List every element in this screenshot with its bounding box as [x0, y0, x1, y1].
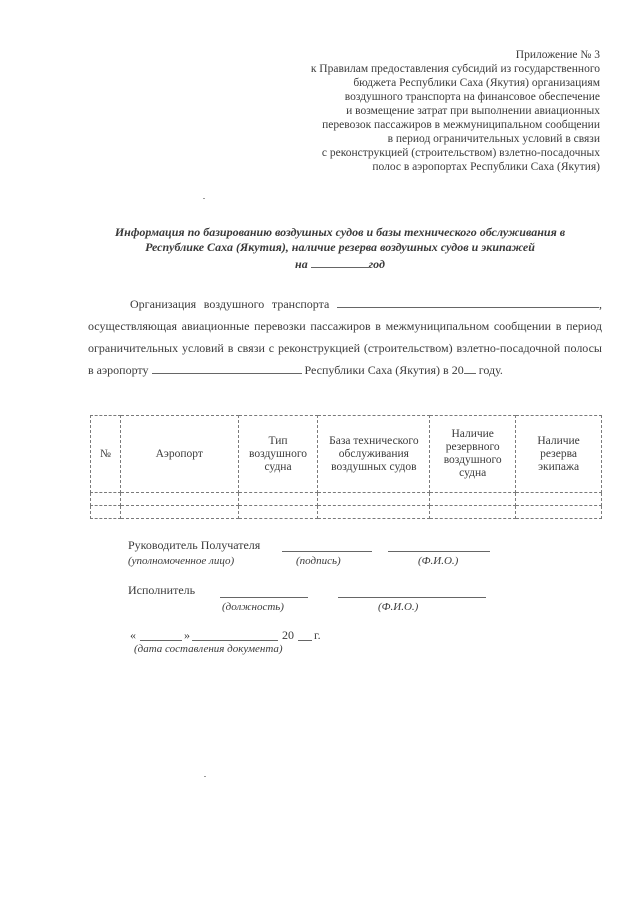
table-cell[interactable] [120, 506, 238, 519]
appendix-header [240, 48, 600, 174]
organization-blank-field[interactable] [337, 295, 599, 308]
date-year-suffix: г. [314, 628, 321, 642]
org-label: Организация воздушного транспорта [130, 297, 330, 311]
executor-name-line[interactable] [338, 597, 486, 598]
year-blank-field[interactable] [311, 255, 369, 268]
date-hint: (дата составления документа) [134, 643, 283, 655]
table-row [91, 493, 602, 506]
table-cell[interactable] [430, 493, 516, 506]
scan-speck [203, 198, 205, 199]
date-month-line[interactable] [192, 640, 278, 641]
paragraph-end: году. [478, 363, 503, 377]
date-day-line[interactable] [140, 640, 182, 641]
appendix-line: бюджета Республики Саха (Якутия) организациям [353, 77, 600, 89]
date-quote-open: « [130, 628, 136, 642]
paragraph-text: осуществляющая авиационные перевозки пассажиров в межмуниципальном сообщении в период ограничительных условий в связи с реконструкцией (строительством) взлетно-посадочной полосы в аэропорту [88, 319, 602, 377]
title-line-1: Информация по базированию воздушных судов и базы технического обслуживания в [114, 225, 566, 239]
head-hint-fullname: (Ф.И.О.) [418, 555, 459, 567]
head-signature-line[interactable] [282, 551, 372, 552]
column-header-maintenance-base: База технического обслуживания воздушных судов [318, 416, 430, 493]
column-header-reserve-crew: Наличие резерва экипажа [516, 416, 602, 493]
column-header-number: № [91, 416, 121, 493]
paragraph-region: Республики Саха (Якутия) в 20 [304, 363, 464, 377]
head-name-line[interactable] [388, 551, 490, 552]
table-cell[interactable] [516, 506, 602, 519]
table-cell[interactable] [318, 506, 430, 519]
executor-position-line[interactable] [220, 597, 308, 598]
title-suffix: год [368, 257, 385, 271]
organization-paragraph [88, 293, 602, 381]
title-prefix: на [295, 257, 308, 271]
table-row [91, 506, 602, 519]
year-suffix-blank-field[interactable] [464, 361, 476, 374]
table-cell[interactable] [91, 506, 121, 519]
column-header-reserve-aircraft: Наличие резервного воздушного судна [430, 416, 516, 493]
table-cell[interactable] [516, 493, 602, 506]
table-cell[interactable] [238, 493, 318, 506]
table-cell[interactable] [91, 493, 121, 506]
appendix-line: с реконструкцией (строительством) взлетно-посадочных [321, 147, 600, 159]
column-header-aircraft-type: Тип воздушного судна [238, 416, 318, 493]
title-line-3 [80, 255, 600, 272]
appendix-line: Приложение № 3 [515, 49, 600, 61]
date-year-line[interactable] [298, 640, 312, 641]
table-cell[interactable] [318, 493, 430, 506]
column-header-airport: Аэропорт [120, 416, 238, 493]
head-hint-authorized: (уполномоченное лицо) [128, 555, 235, 567]
appendix-line: перевозок пассажиров в межмуниципальном сообщении [322, 119, 600, 131]
appendix-line: воздушного транспорта на финансовое обеспечение [344, 91, 600, 103]
title-line-2: Республике Саха (Якутия), наличие резерва воздушных судов и экипажей [145, 240, 535, 254]
table-header-row [91, 416, 602, 493]
executor-hint-position: (должность) [222, 601, 284, 613]
org-end: , [599, 297, 602, 311]
table-cell[interactable] [238, 506, 318, 519]
appendix-line: в период ограничительных условий в связи [387, 133, 600, 145]
date-century: 20 [282, 628, 294, 642]
executor-label: Исполнитель [128, 583, 196, 597]
appendix-line: к Правилам предоставления субсидий из государственного [310, 63, 600, 75]
table-cell[interactable] [430, 506, 516, 519]
appendix-line: и возмещение затрат при выполнении авиационных [346, 105, 600, 117]
aircraft-info-table [90, 415, 602, 519]
appendix-line: полос в аэропортах Республики Саха (Якутия) [372, 161, 600, 173]
scan-speck [204, 776, 206, 777]
head-hint-signature: (подпись) [296, 555, 341, 567]
table-cell[interactable] [120, 493, 238, 506]
executor-hint-fullname: (Ф.И.О.) [378, 601, 419, 613]
document-title [80, 225, 600, 272]
head-signature-label: Руководитель Получателя [128, 538, 261, 552]
date-quote-close: » [184, 628, 190, 642]
airport-blank-field[interactable] [152, 361, 302, 374]
